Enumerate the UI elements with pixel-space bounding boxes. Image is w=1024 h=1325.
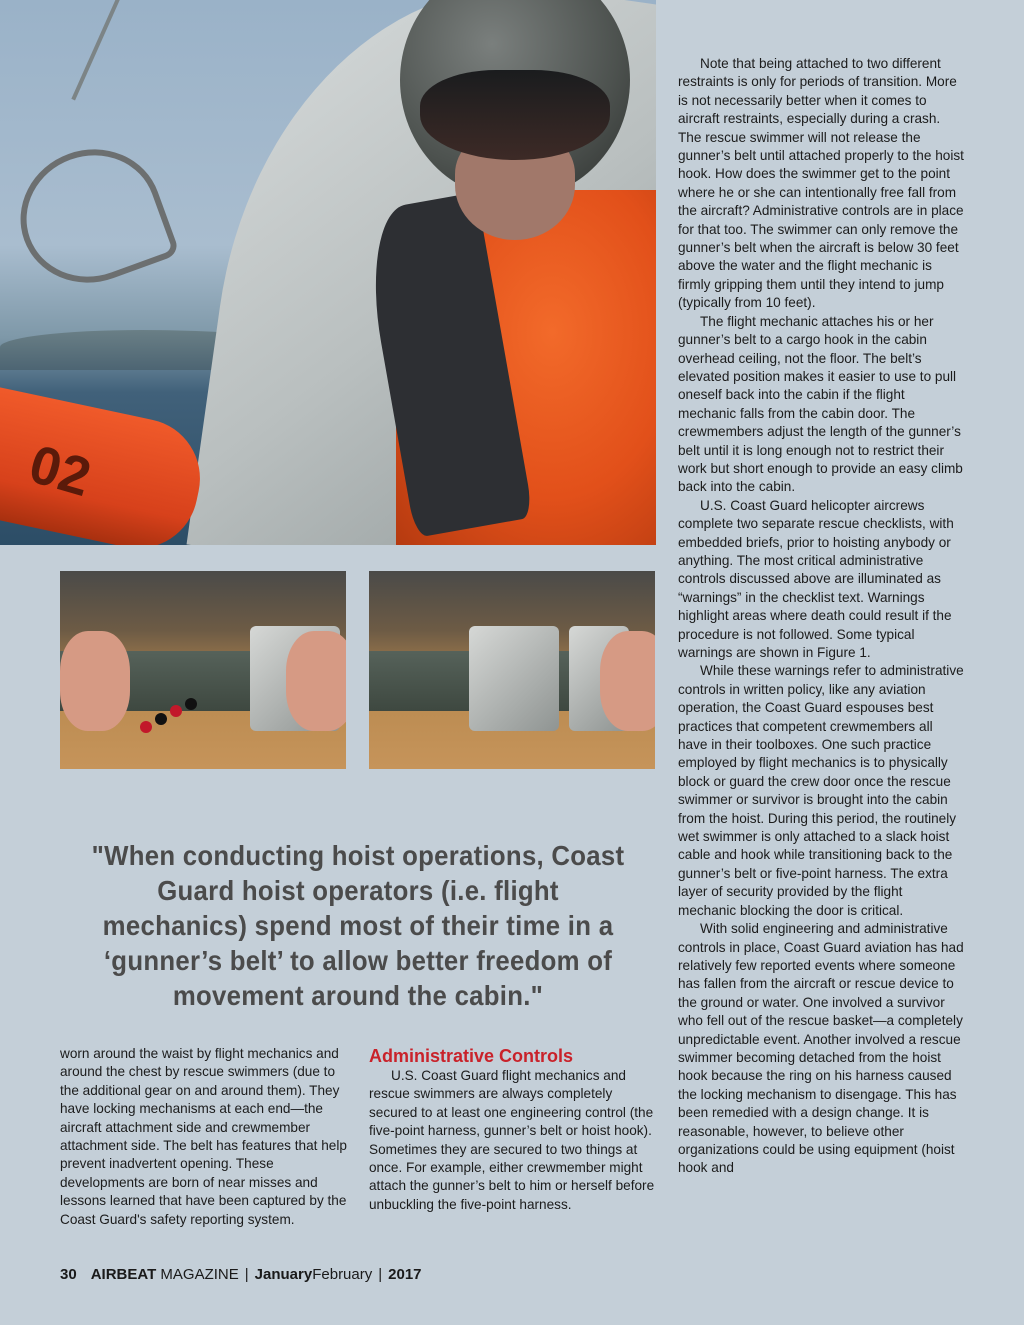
gunners-belt-photo-open bbox=[369, 571, 655, 769]
paragraph: U.S. Coast Guard flight mechanics and rescue swimmers are always completely secured to at least one engineering control (the five-point harness, gunner’s belt or hoist hook). Sometimes they are secured to two things at once. For example, either crewmember might attach the gunner’s belt to him or herself before unbuckling the five-point harness. bbox=[369, 1068, 655, 1212]
bead bbox=[155, 713, 167, 725]
belt-buckle bbox=[469, 626, 559, 731]
paragraph: With solid engineering and administrative controls in place, Coast Guard aviation has had relatively few reported events where someone has fallen from the aircraft or rescue device to the ground or water. One involved a survivor who fell out of the rescue basket—a completely unpredictable event. Another involved a rescue swimmer becoming detached from the hoist hook because the ring on his harness caused the locking mechanism to disengage. This has been remedied with a design change. It is reasonable, however, to believe other organizations could be using equipment (hoist hook and bbox=[678, 921, 964, 1176]
issue-year: 2017 bbox=[388, 1266, 422, 1283]
hero-photo bbox=[0, 0, 656, 545]
bead bbox=[185, 698, 197, 710]
hand bbox=[60, 631, 130, 731]
paragraph: Note that being attached to two different restraints is only for periods of transition. More is not necessarily better when it comes to aircraft restraints, especially during a crash. The rescue swimmer will not release the gunner’s belt until attached properly to the hoist hook. How does the swimmer get to the point where he or she can intentionally free fall from the aircraft? Administrative controls are in place for that too. The swimmer can only remove the gunner’s belt when the aircraft is below 30 feet above the water and the flight mechanic is firmly gripping them until they intend to jump (typically from 10 feet). bbox=[678, 56, 964, 311]
separator: | bbox=[244, 1266, 249, 1283]
pull-quote: "When conducting hoist operations, Coast Guard hoist operators (i.e. flight mechanics) spend most of their time in a ‘gunner’s belt’ to allow better freedom of movement around the cabin." bbox=[91, 840, 625, 1011]
magazine-brand: AIRBEAT bbox=[90, 1266, 157, 1283]
bead bbox=[140, 721, 152, 733]
hoist-cable bbox=[71, 0, 123, 100]
helmet-visor bbox=[420, 70, 610, 160]
gunners-belt-photo-locked bbox=[60, 571, 346, 769]
issue-month-bold: January bbox=[254, 1266, 313, 1283]
issue-month: February bbox=[312, 1266, 373, 1283]
section-heading: Administrative Controls bbox=[369, 1046, 574, 1066]
hoist-hook bbox=[2, 130, 181, 303]
hand bbox=[600, 631, 655, 731]
paragraph: The flight mechanic attaches his or her gunner’s belt to a cargo hook in the cabin overhead ceiling, not the floor. The belt’s elevated position makes it easier to use to pull oneself back into the cabin if the flight mechanic falls from the cabin door. The crewmembers adjust the length of the gunner’s belt until it is long enough not to restrict their work but short enough to provide an easy climb back into the cabin. bbox=[678, 313, 963, 495]
right-column bbox=[678, 55, 964, 1178]
paragraph: While these warnings refer to administrative controls in written policy, like any aviation operation, the Coast Guard espouses best practices that competent crewmembers all have in their toolboxes. One such practice employed by flight mechanics is to physically block or guard the crew door once the rescue swimmer or survivor is brought into the cabin from the hoist. During this period, the routinely wet swimmer is only attached to a slack hoist cable and hook while transitioning back to the gunner’s belt or five-point harness. The extra layer of security provided by the flight mechanic blocking the door is critical. bbox=[678, 663, 964, 918]
paragraph: U.S. Coast Guard helicopter aircrews complete two separate rescue checklists, with embedded briefs, prior to hoisting anybody or anything. The most critical administrative controls discussed above are illuminated as “warnings” in the checklist text. Warnings highlight areas where death could result if the procedure is not followed. Some typical warnings are shown in Figure 1. bbox=[678, 497, 954, 660]
page-number: 30 bbox=[60, 1266, 77, 1283]
page-footer bbox=[60, 1266, 422, 1283]
left-column bbox=[60, 1045, 348, 1229]
bead bbox=[170, 705, 182, 717]
hand bbox=[286, 631, 346, 731]
magazine-label: MAGAZINE bbox=[160, 1266, 239, 1283]
buoy-label: 02 bbox=[22, 433, 98, 509]
separator: | bbox=[378, 1266, 383, 1283]
paragraph: worn around the waist by flight mechanics and around the chest by rescue swimmers (due to the additional gear on and around them). They have locking mechanisms at each end—the aircraft attachment side and crewmember attachment side. The belt has features that help prevent inadvertent opening. These developments are born of near misses and lessons learned that have been captured by the Coast Guard's safety reporting system. bbox=[60, 1046, 347, 1227]
middle-column bbox=[369, 1045, 657, 1214]
